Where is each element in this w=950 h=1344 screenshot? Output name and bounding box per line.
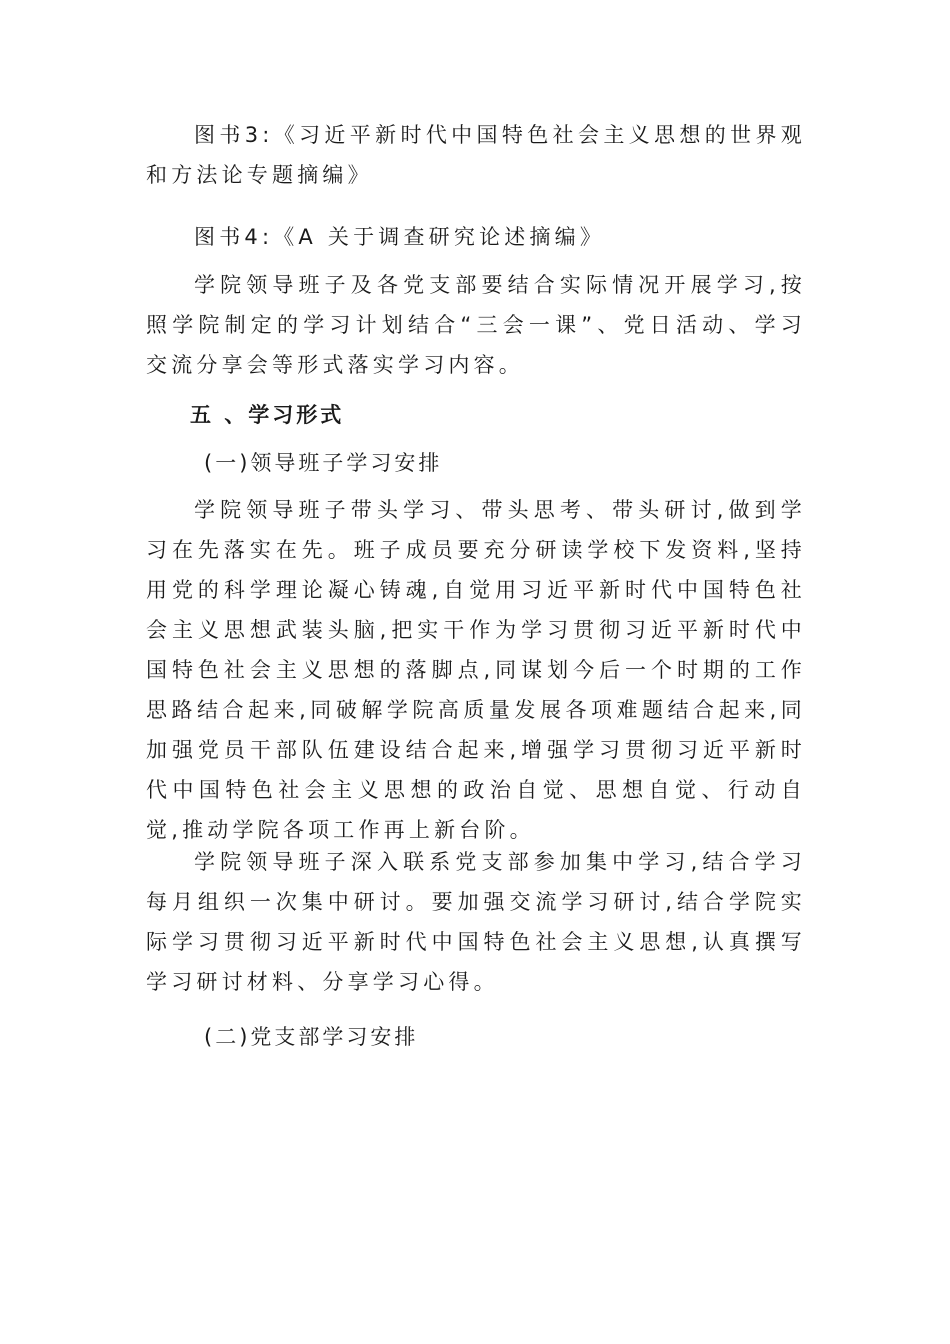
subsection-2-heading: (二)党支部学习安排 (204, 1025, 419, 1049)
leadership-study-paragraph: 学院领导班子带头学习、带头思考、带头研讨,做到学习在先落实在先。班子成员要充分研读学校下发资料,坚持用党的科学理论凝心铸魂,自觉用习近平新时代中国特色社会主义思想武装头脑,把实干作为学习贯彻习近平新时代中国特色社会主义思想的落脚点,同谋划今后一个时期的工作思路结合起来,同破解学院高质量发展各项难题结合起来,同加强党员干部队伍建设结合起来,增强学习贯彻习近平新时代中国特色社会主义思想的政治自觉、思想自觉、行动自觉,推动学院各项工作再上新台阶。 (146, 498, 806, 842)
intro-paragraph: 学院领导班子及各党支部要结合实际情况开展学习,按照学院制定的学习计划结合“三会一课”、党日活动、学习交流分享会等形式落实学习内容。 (146, 273, 806, 377)
book-3-entry: 图书3:《习近平新时代中国特色社会主义思想的世界观和方法论专题摘编》 (146, 123, 806, 187)
subsection-1-heading: (一)领导班子学习安排 (204, 451, 443, 475)
section-5-heading: 五 、学习形式 (190, 403, 345, 427)
leadership-seminar-paragraph: 学院领导班子深入联系党支部参加集中学习,结合学习每月组织一次集中研讨。要加强交流学习研讨,结合学院实际学习贯彻习近平新时代中国特色社会主义思想,认真撰写学习研讨材料、分享学习心得。 (146, 850, 806, 994)
book-4-entry: 图书4:《A 关于调查研究论述摘编》 (194, 225, 606, 249)
